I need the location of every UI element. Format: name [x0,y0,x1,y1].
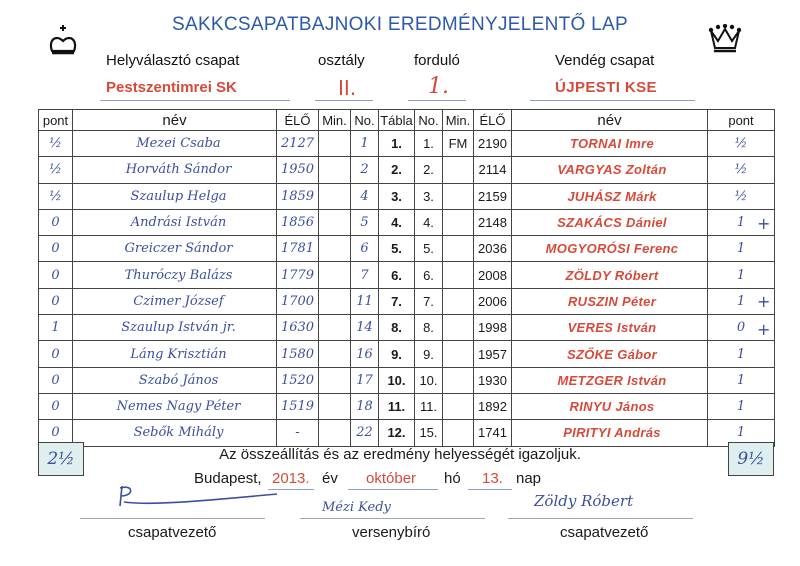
referee-signature: Mézi Kedy [322,500,391,515]
table-row [39,157,775,183]
guest-player-no: 7. [415,288,443,314]
guest-player-min [443,236,474,262]
guest-player-name: VARGYAS Zoltán [512,157,708,183]
guest-player-name: PIRITYI András [512,420,708,446]
home-points-cell: ½ [39,157,73,183]
board-number: 6. [379,262,415,288]
guest-player-no: 9. [415,341,443,367]
guest-player-no: 15. [415,420,443,446]
date-month: október [366,470,417,487]
guest-player-no: 1. [415,131,443,157]
date-year-label: év [322,470,338,487]
table-row [39,341,775,367]
home-team-value: Pestszentimrei SK [106,79,237,96]
guest-player-name: JUHÁSZ Márk [512,183,708,209]
home-player-no: 7 [351,262,379,288]
date-month-underline [348,489,438,490]
guest-player-name: ZÖLDY Róbert [512,262,708,288]
col-guest-no: No. [415,110,443,131]
home-player-elo: 1580 [277,341,319,367]
guest-player-name: RINYU János [512,393,708,419]
guest-player-elo: 2159 [474,183,512,209]
guest-player-no: 11. [415,393,443,419]
home-player-name: Andrási István [73,209,277,235]
guest-player-elo: 1741 [474,420,512,446]
guest-captain-signature: Zöldy Róbert [534,492,634,510]
col-guest-name: név [512,110,708,131]
home-player-no: 18 [351,393,379,419]
guest-player-name: SZŐKE Gábor [512,341,708,367]
home-points-cell: 0 [39,236,73,262]
home-player-elo: - [277,420,319,446]
date-day: 13. [482,470,503,487]
guest-points-cell: 1 [708,209,775,235]
home-points-cell: 0 [39,420,73,446]
guest-player-name: RUSZIN Péter [512,288,708,314]
guest-player-no: 5. [415,236,443,262]
right-signature-line [508,518,693,519]
home-player-min [319,131,351,157]
home-player-min [319,262,351,288]
guest-total-score: 9½ [728,442,774,476]
board-number: 8. [379,315,415,341]
guest-player-no: 3. [415,183,443,209]
home-player-no: 1 [351,131,379,157]
home-player-min [319,157,351,183]
guest-player-min: FM [443,131,474,157]
home-player-elo: 1856 [277,209,319,235]
table-row [39,262,775,288]
home-player-min [319,209,351,235]
guest-player-min [443,420,474,446]
board-number: 7. [379,288,415,314]
home-points-cell: 0 [39,209,73,235]
guest-points-cell: ½ [708,157,775,183]
round-underline [408,100,466,101]
table-row [39,420,775,446]
referee-label: versenybíró [352,524,431,541]
table-row [39,288,775,314]
home-player-min [319,420,351,446]
guest-player-elo: 1957 [474,341,512,367]
results-table [38,109,775,447]
table-header-row [39,110,775,131]
round-label: forduló [414,52,460,69]
guest-player-name: MOGYORÓSI Ferenc [512,236,708,262]
col-home-min: Min. [319,110,351,131]
home-player-no: 14 [351,315,379,341]
board-number: 11. [379,393,415,419]
home-player-name: Greiczer Sándor [73,236,277,262]
guest-player-min [443,209,474,235]
confirmation-text: Az összeállítás és az eredmény helyességét igazoljuk. [219,446,581,463]
home-player-elo: 1950 [277,157,319,183]
guest-points-cell: 1 [708,393,775,419]
home-player-name: Thuróczy Balázs [73,262,277,288]
home-player-no: 16 [351,341,379,367]
home-points-cell: ½ [39,131,73,157]
guest-player-min [443,393,474,419]
table-row [39,183,775,209]
guest-team-underline [530,100,695,101]
date-month-label: hó [444,470,461,487]
home-player-no: 5 [351,209,379,235]
col-guest-points: pont [708,110,775,131]
guest-points-cell: 1 [708,288,775,314]
home-points-cell: 0 [39,341,73,367]
table-row [39,367,775,393]
home-player-name: Nemes Nagy Péter [73,393,277,419]
board-number: 2. [379,157,415,183]
home-player-name: Sebők Mihály [73,420,277,446]
home-points-cell: ½ [39,183,73,209]
home-player-no: 2 [351,157,379,183]
board-number: 3. [379,183,415,209]
guest-player-elo: 1998 [474,315,512,341]
col-home-elo: ÉLŐ [277,110,319,131]
home-player-min [319,341,351,367]
home-player-name: Szaulup Helga [73,183,277,209]
guest-player-name: SZAKÁCS Dániel [512,209,708,235]
home-player-min [319,183,351,209]
table-row [39,209,775,235]
home-player-no: 11 [351,288,379,314]
home-player-min [319,315,351,341]
board-number: 10. [379,367,415,393]
plus-mark: + [757,320,771,339]
guest-player-min [443,157,474,183]
home-player-name: Horváth Sándor [73,157,277,183]
home-player-no: 6 [351,236,379,262]
home-player-name: Mezei Csaba [73,131,277,157]
home-player-name: Czimer József [73,288,277,314]
date-city: Budapest, [194,470,262,487]
guest-points-cell: 1 [708,341,775,367]
board-number: 5. [379,236,415,262]
guest-player-elo: 2006 [474,288,512,314]
home-team-label: Helyválasztó csapat [106,52,240,69]
col-board: Tábla [379,110,415,131]
table-row [39,131,775,157]
guest-player-no: 6. [415,262,443,288]
guest-player-min [443,183,474,209]
home-player-elo: 1779 [277,262,319,288]
home-player-elo: 1859 [277,183,319,209]
guest-player-name: METZGER István [512,367,708,393]
home-player-elo: 1700 [277,288,319,314]
guest-player-min [443,315,474,341]
home-player-no: 4 [351,183,379,209]
date-year: 2013. [272,470,310,487]
guest-player-min [443,341,474,367]
home-points-cell: 0 [39,262,73,288]
home-team-underline [100,100,290,101]
guest-player-no: 2. [415,157,443,183]
home-player-elo: 1781 [277,236,319,262]
col-home-name: név [73,110,277,131]
home-player-no: 17 [351,367,379,393]
guest-player-elo: 2008 [474,262,512,288]
plus-mark: + [757,292,771,311]
left-captain-signature [112,482,282,512]
division-underline [315,100,373,101]
home-points-cell: 0 [39,393,73,419]
home-player-name: Szaulup István jr. [73,315,277,341]
home-player-min [319,393,351,419]
guest-player-no: 10. [415,367,443,393]
guest-player-no: 8. [415,315,443,341]
round-value: 1. [428,74,449,99]
board-number: 1. [379,131,415,157]
division-label: osztály [318,52,365,69]
guest-player-no: 4. [415,209,443,235]
middle-signature-line [300,518,485,519]
col-guest-elo: ÉLŐ [474,110,512,131]
guest-team-label: Vendég csapat [555,52,655,69]
board-number: 12. [379,420,415,446]
plus-mark: + [757,214,771,233]
guest-points-cell: 1 [708,236,775,262]
home-player-name: Láng Krisztián [73,341,277,367]
guest-points-cell: 1 [708,367,775,393]
guest-player-elo: 2148 [474,209,512,235]
home-player-min [319,367,351,393]
home-points-cell: 0 [39,367,73,393]
col-home-no: No. [351,110,379,131]
guest-player-elo: 2036 [474,236,512,262]
guest-points-cell: ½ [708,183,775,209]
col-home-points: pont [39,110,73,131]
guest-points-cell: 1 [708,262,775,288]
board-number: 9. [379,341,415,367]
guest-player-name: TORNAI Imre [512,131,708,157]
home-player-name: Szabó János [73,367,277,393]
table-row [39,315,775,341]
date-day-underline [468,489,512,490]
home-points-cell: 0 [39,288,73,314]
col-guest-min: Min. [443,110,474,131]
home-player-no: 22 [351,420,379,446]
home-player-elo: 1520 [277,367,319,393]
page-title: SAKKCSAPATBAJNOKI EREDMÉNYJELENTŐ LAP [172,14,628,35]
table-row [39,393,775,419]
home-player-min [319,288,351,314]
guest-player-min [443,288,474,314]
guest-player-min [443,367,474,393]
left-captain-label: csapatvezető [128,524,217,541]
home-player-elo: 2127 [277,131,319,157]
guest-player-name: VERES István [512,315,708,341]
home-points-cell: 1 [39,315,73,341]
division-value: II. [338,76,357,100]
guest-points-cell: ½ [708,131,775,157]
home-player-elo: 1519 [277,393,319,419]
guest-points-cell: 0 [708,315,775,341]
guest-player-elo: 2190 [474,131,512,157]
table-row [39,236,775,262]
home-player-min [319,236,351,262]
guest-player-min [443,262,474,288]
board-number: 4. [379,209,415,235]
home-total-score: 2½ [38,442,84,476]
guest-player-elo: 1930 [474,367,512,393]
left-signature-line [80,518,265,519]
chess-king-icon [46,24,80,56]
chess-queen-icon [708,24,742,56]
guest-player-elo: 2114 [474,157,512,183]
guest-team-value: ÚJPESTI KSE [555,79,657,96]
right-captain-label: csapatvezető [560,524,649,541]
guest-points-cell: 1 [708,420,775,446]
date-day-label: nap [516,470,542,487]
home-player-elo: 1630 [277,315,319,341]
guest-player-elo: 1892 [474,393,512,419]
